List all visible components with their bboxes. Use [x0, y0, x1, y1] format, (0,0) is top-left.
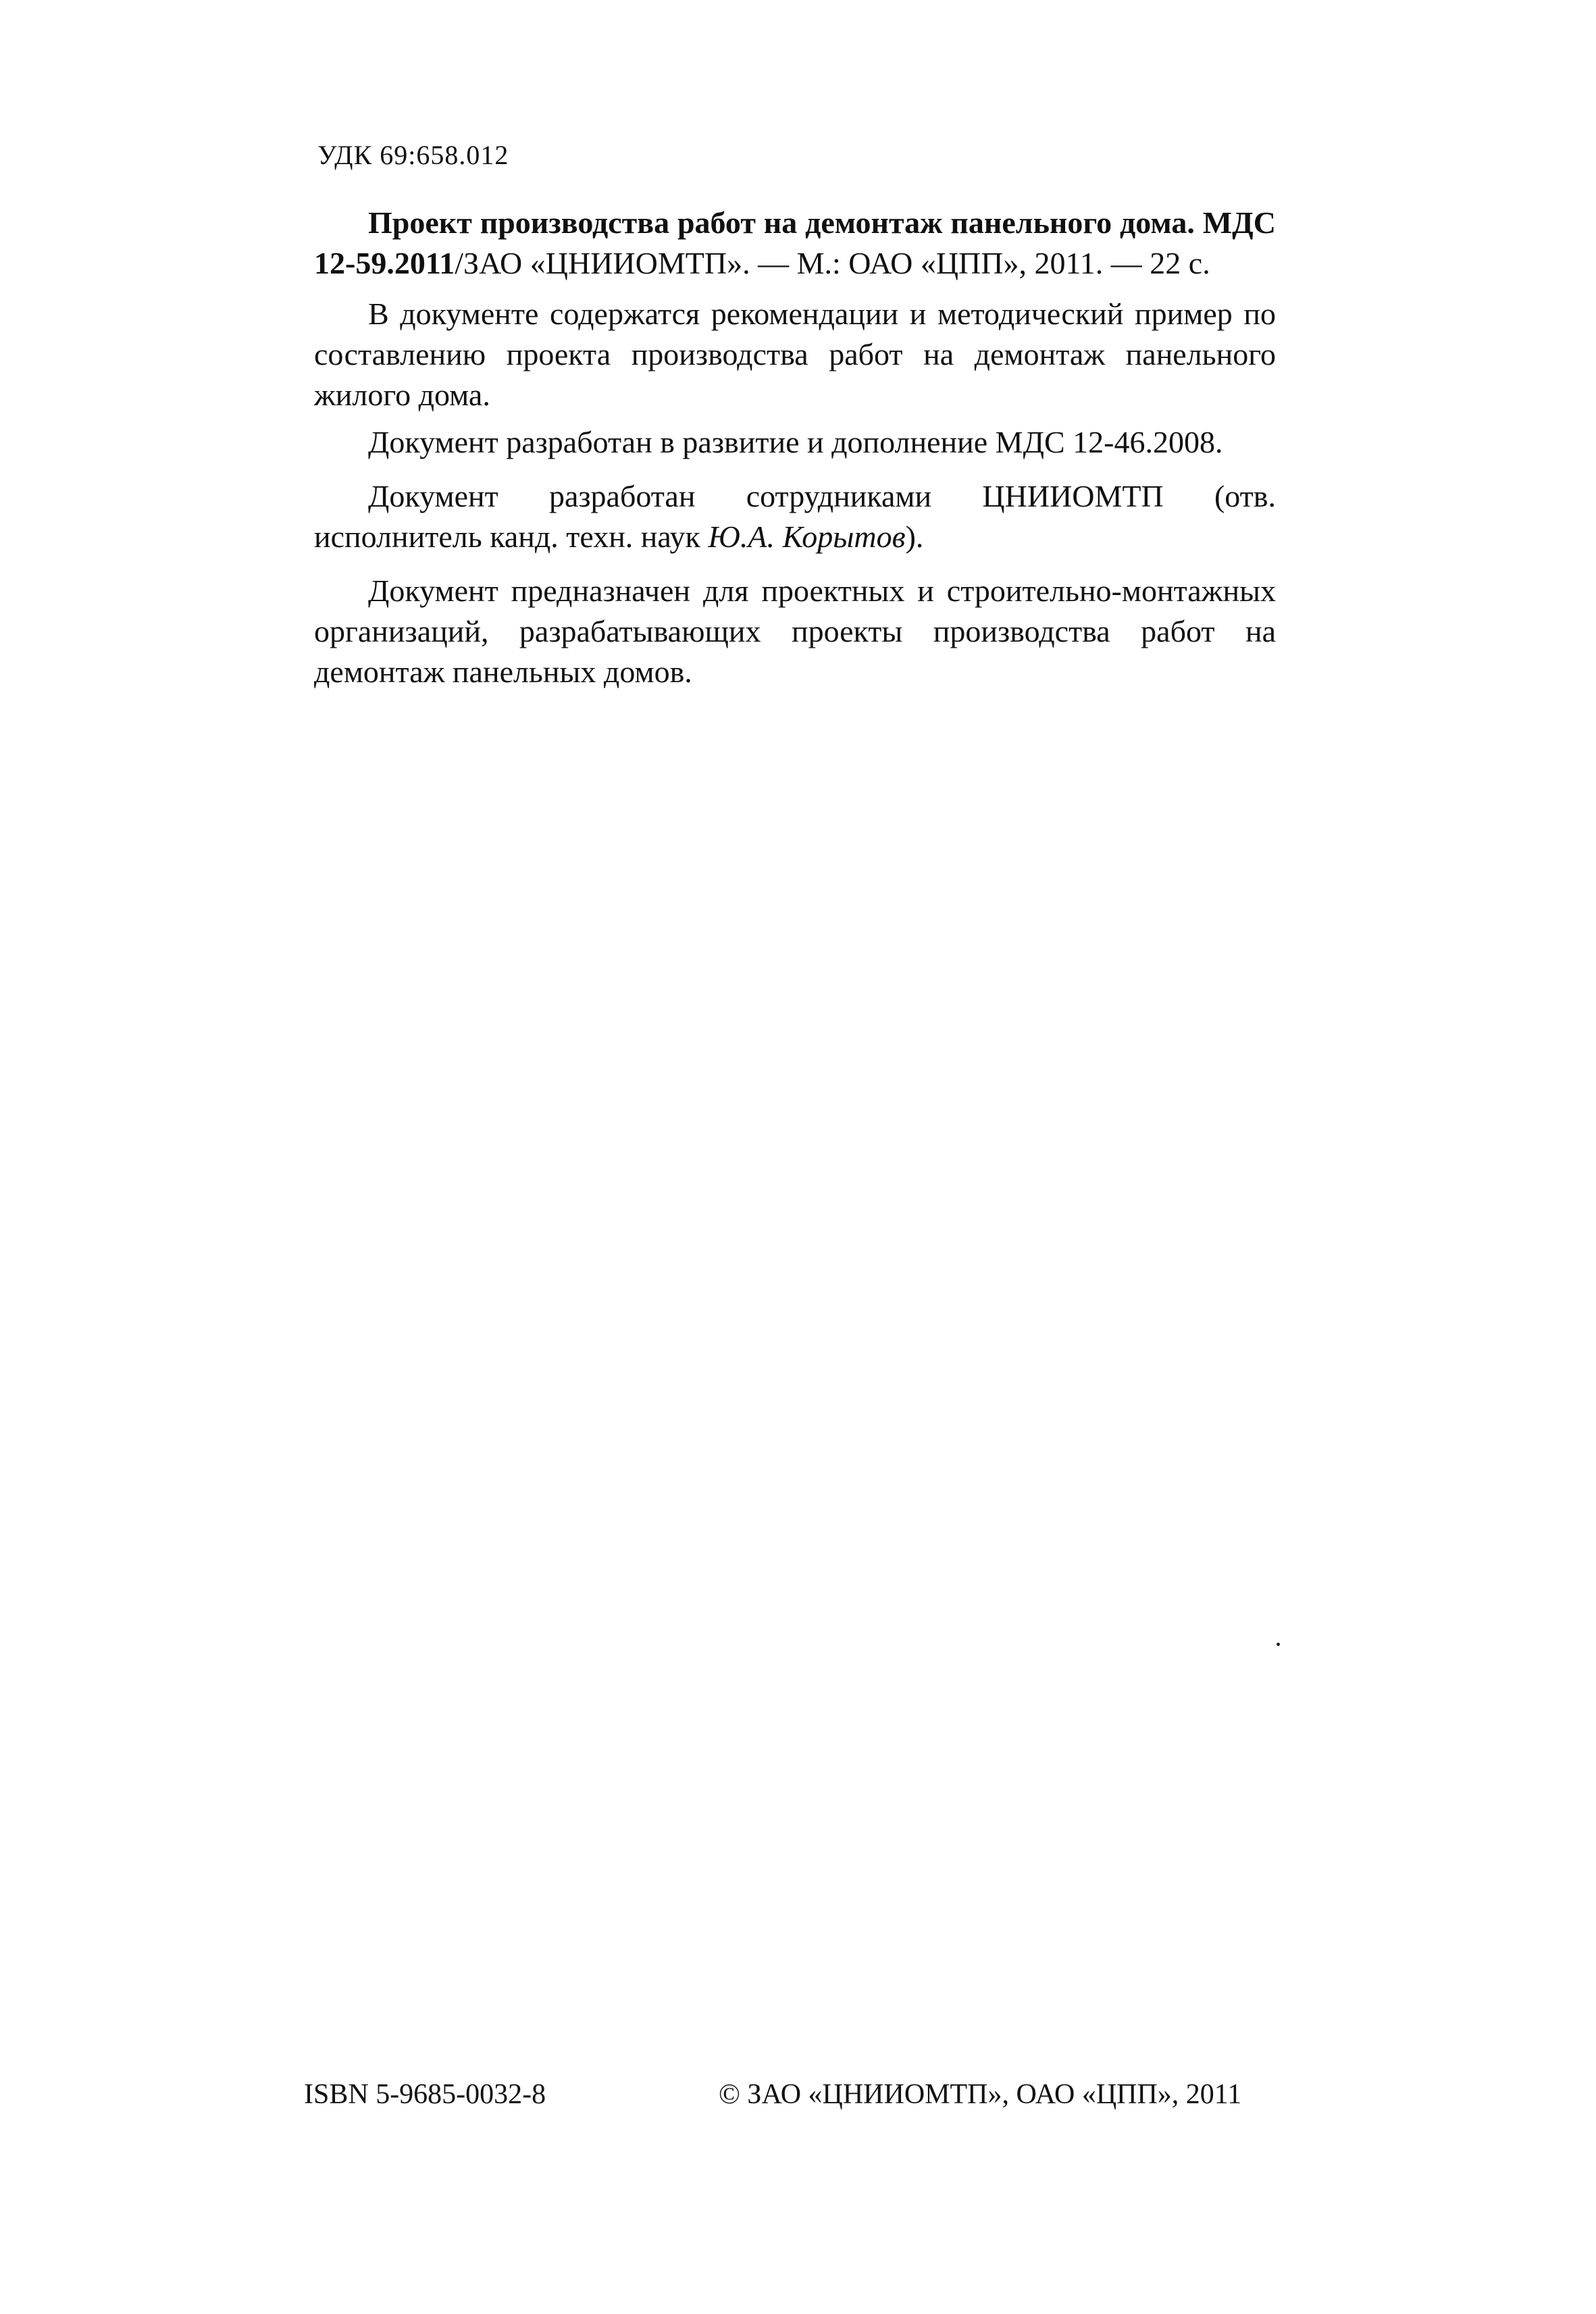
description-paragraph	[314, 294, 1276, 415]
development-paragraph	[314, 422, 1276, 463]
authors-paragraph	[314, 476, 1276, 557]
author-name: Ю.А. Корытов	[708, 519, 906, 554]
development-text: Документ разработан в развитие и дополнение МДС 12-46.2008.	[368, 425, 1223, 459]
udk-code: УДК 69:658.012	[317, 140, 509, 170]
document-title: Проект производства работ на демонтаж панельного дома. МДС 12-59.2011	[314, 205, 1276, 280]
authors-prefix: Документ разработан сотрудниками ЦНИИОМТП (отв. исполнитель канд. техн. наук	[314, 479, 1276, 554]
purpose-paragraph	[314, 571, 1276, 692]
stray-dot	[1277, 1643, 1280, 1646]
authors-suffix: ).	[905, 519, 924, 554]
isbn: ISBN 5-9685-0032-8	[304, 2079, 546, 2110]
description-text: В документе содержатся рекомендации и методический пример по составлению проекта производства работ на демонтаж панельного жилого дома.	[314, 297, 1276, 412]
copyright: © ЗАО «ЦНИИОМТП», ОАО «ЦПП», 2011	[719, 2079, 1242, 2110]
publisher-info: /ЗАО «ЦНИИОМТП». — М.: ОАО «ЦПП», 2011. — 22 с.	[455, 246, 1210, 280]
bibliographic-record	[314, 203, 1276, 284]
purpose-text: Документ предназначен для проектных и строительно-монтажных организаций, разрабатывающих проекты производства работ на демонтаж панельных домов.	[314, 573, 1276, 689]
